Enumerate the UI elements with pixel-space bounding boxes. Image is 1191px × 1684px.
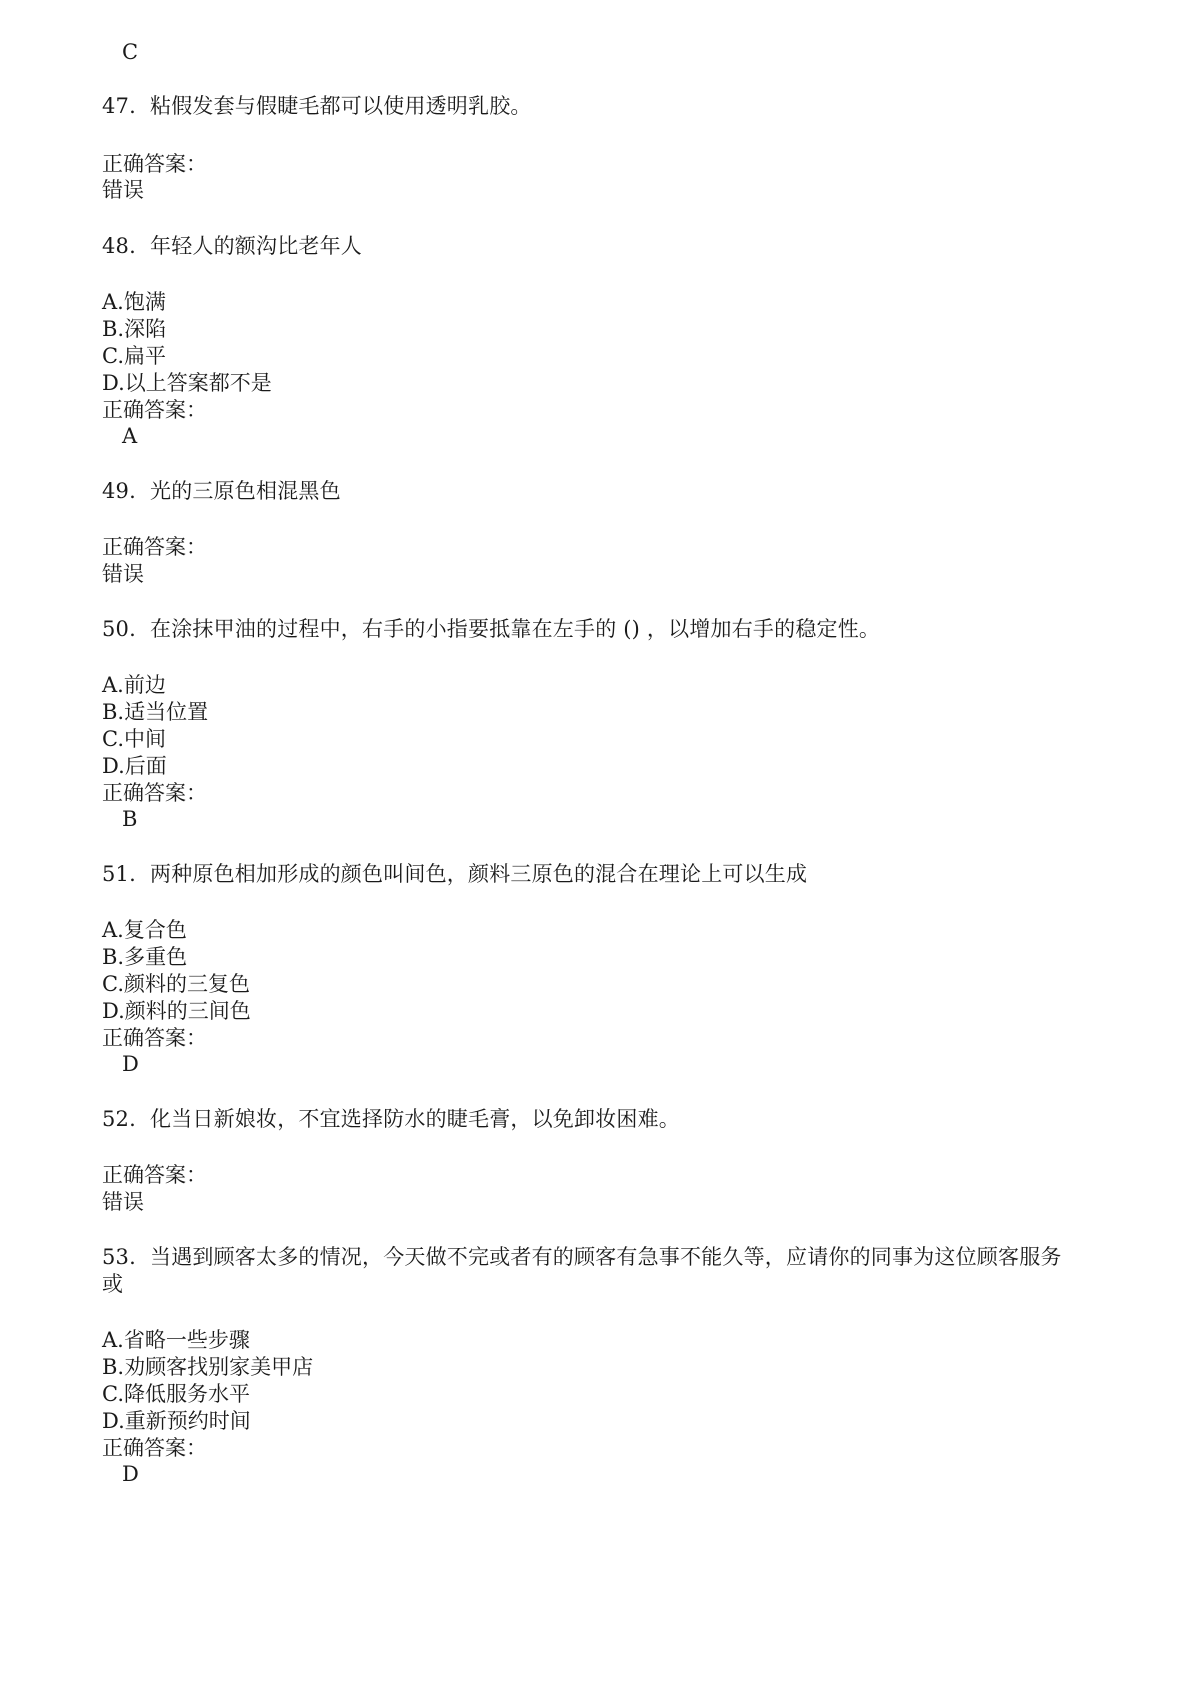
answer-value: B bbox=[122, 807, 138, 831]
question-number: 50. bbox=[102, 617, 136, 641]
question-text: 当遇到顾客太多的情况，今天做不完或者有的顾客有急事不能久等，应请你的同事为这位顾客服务 bbox=[150, 1245, 1062, 1269]
question-53 bbox=[102, 1243, 1062, 1271]
question-48 bbox=[102, 232, 362, 260]
option-b: B.深陷 bbox=[102, 317, 167, 341]
option-d: D.重新预约时间 bbox=[102, 1409, 251, 1433]
answer-label: 正确答案： bbox=[102, 781, 207, 805]
question-49 bbox=[102, 477, 341, 505]
question-number: 47. bbox=[102, 94, 136, 118]
option-d: D.以上答案都不是 bbox=[102, 371, 272, 395]
answer-value: 错误 bbox=[102, 1190, 144, 1214]
question-number: 49. bbox=[102, 479, 136, 503]
question-52 bbox=[102, 1105, 680, 1133]
question-text: 两种原色相加形成的颜色叫间色，颜料三原色的混合在理论上可以生成 bbox=[150, 862, 808, 886]
answer-value: D bbox=[122, 1462, 139, 1486]
option-d: D.后面 bbox=[102, 754, 167, 778]
answer-label: 正确答案： bbox=[102, 535, 207, 559]
answer-label: 正确答案： bbox=[102, 398, 207, 422]
option-d: D.颜料的三间色 bbox=[102, 999, 251, 1023]
question-47 bbox=[102, 92, 532, 120]
option-c: C.扁平 bbox=[102, 344, 166, 368]
answer-value: A bbox=[122, 424, 138, 448]
question-text: 年轻人的额沟比老年人 bbox=[150, 234, 362, 258]
question-51 bbox=[102, 860, 807, 888]
option-b: B.劝顾客找别家美甲店 bbox=[102, 1355, 314, 1379]
answer-label: 正确答案： bbox=[102, 1436, 207, 1460]
option-c: C.中间 bbox=[102, 727, 166, 751]
question-number: 48. bbox=[102, 234, 136, 258]
question-text: 化当日新娘妆，不宜选择防水的睫毛膏，以免卸妆困难。 bbox=[150, 1107, 680, 1131]
answer-label: 正确答案： bbox=[102, 1026, 207, 1050]
answer-label: 正确答案： bbox=[102, 1163, 207, 1187]
option-c: C.降低服务水平 bbox=[102, 1382, 250, 1406]
answer-value: D bbox=[122, 1052, 139, 1076]
question-number: 53. bbox=[102, 1245, 136, 1269]
option-b: B.适当位置 bbox=[102, 700, 209, 724]
answer-value: C bbox=[122, 40, 139, 64]
question-number: 51. bbox=[102, 862, 136, 886]
option-a: A.复合色 bbox=[102, 918, 187, 942]
question-text: 光的三原色相混黑色 bbox=[150, 479, 341, 503]
option-a: A.前边 bbox=[102, 673, 166, 697]
question-text: 粘假发套与假睫毛都可以使用透明乳胶。 bbox=[150, 94, 532, 118]
question-number: 52. bbox=[102, 1107, 136, 1131]
option-c: C.颜料的三复色 bbox=[102, 972, 250, 996]
option-a: A.省略一些步骤 bbox=[102, 1328, 250, 1352]
option-a: A.饱满 bbox=[102, 290, 166, 314]
answer-value: 错误 bbox=[102, 562, 144, 586]
question-text-continued: 或 bbox=[102, 1272, 123, 1296]
question-50 bbox=[102, 615, 880, 643]
question-text: 在涂抹甲油的过程中，右手的小指要抵靠在左手的 () ，以增加右手的稳定性。 bbox=[150, 617, 881, 641]
option-b: B.多重色 bbox=[102, 945, 188, 969]
answer-label: 正确答案： bbox=[102, 152, 207, 176]
answer-value: 错误 bbox=[102, 178, 144, 202]
